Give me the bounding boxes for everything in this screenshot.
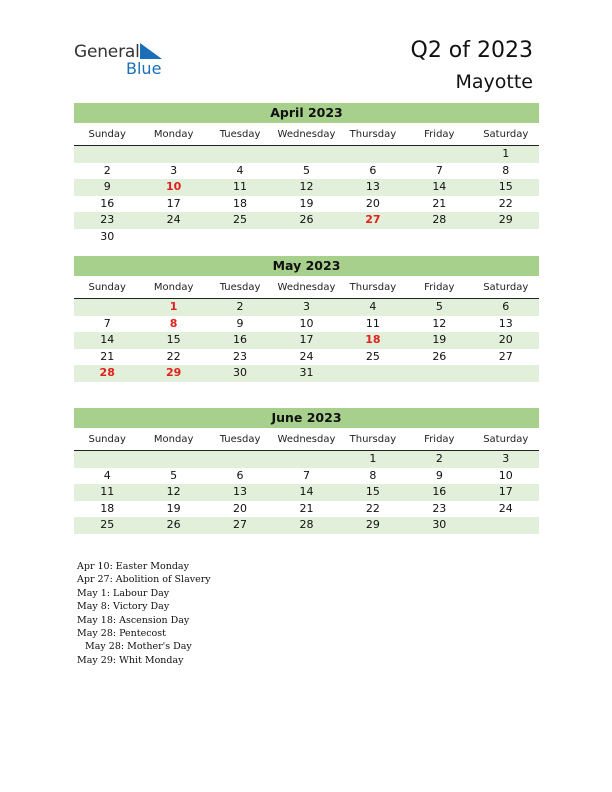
day-cell: 13 <box>233 485 248 498</box>
day-cell: 4 <box>236 163 244 177</box>
weekday-label: Monday <box>153 282 194 293</box>
day-cell: 22 <box>498 196 513 210</box>
holiday-day-cell: 8 <box>169 316 178 330</box>
day-cell: 12 <box>166 485 181 498</box>
day-cell: 7 <box>103 316 111 330</box>
week-row <box>74 146 539 163</box>
day-cell: 6 <box>236 468 244 482</box>
day-cell: 5 <box>435 300 443 313</box>
weekday-label: Wednesday <box>277 129 336 140</box>
day-cell: 17 <box>299 333 314 346</box>
day-cell <box>74 451 140 468</box>
weekday-label: Friday <box>424 434 455 445</box>
day-cell: 8 <box>369 468 377 482</box>
day-cell: 24 <box>498 501 513 515</box>
day-cell: 30 <box>432 518 447 531</box>
day-cell: 13 <box>498 316 513 330</box>
day-cell <box>406 146 472 163</box>
week-row <box>74 212 539 229</box>
holiday-entry: May 18: Ascension Day <box>77 614 190 626</box>
day-cell: 17 <box>166 196 181 210</box>
holiday-entry: May 28: Pentecost <box>77 628 166 640</box>
day-cell: 27 <box>233 518 248 531</box>
month-title: June 2023 <box>74 408 539 428</box>
day-cell: 16 <box>100 196 115 210</box>
day-cell: 9 <box>103 180 111 193</box>
day-cell: 19 <box>432 333 447 346</box>
weekday-label: Thursday <box>349 129 397 140</box>
weekday-label: Friday <box>424 282 455 293</box>
logo <box>74 42 174 78</box>
logo-blue-text: Blue <box>126 59 162 78</box>
day-cell: 2 <box>435 452 443 465</box>
day-cell: 15 <box>365 485 380 498</box>
day-cell: 4 <box>103 468 111 482</box>
day-cell: 26 <box>166 518 181 531</box>
holiday-entry: May 29: Whit Monday <box>77 654 184 666</box>
day-cell <box>473 517 539 534</box>
day-cell: 10 <box>299 316 314 330</box>
day-cell: 8 <box>502 163 510 177</box>
weekday-label: Thursday <box>349 282 397 293</box>
day-cell: 27 <box>498 349 513 363</box>
week-row <box>74 501 539 518</box>
day-cell: 25 <box>100 518 115 531</box>
day-cell: 9 <box>435 468 443 482</box>
weekday-label: Sunday <box>88 129 126 140</box>
day-cell: 2 <box>103 163 111 177</box>
week-row <box>74 229 539 246</box>
day-cell <box>340 365 406 382</box>
day-cell: 25 <box>365 349 380 363</box>
day-cell <box>273 229 339 246</box>
day-cell: 3 <box>302 300 310 313</box>
weekday-label: Saturday <box>483 434 529 445</box>
day-cell: 21 <box>100 349 115 363</box>
day-cell: 18 <box>233 196 248 210</box>
day-cell: 14 <box>100 333 115 346</box>
day-cell: 7 <box>435 163 443 177</box>
week-row <box>74 299 539 316</box>
day-cell <box>473 365 539 382</box>
day-cell: 22 <box>365 501 380 515</box>
day-cell: 7 <box>302 468 310 482</box>
day-cell: 29 <box>498 213 513 226</box>
day-cell <box>273 146 339 163</box>
day-cell: 20 <box>233 501 248 515</box>
day-cell: 24 <box>299 349 314 363</box>
day-cell: 30 <box>233 366 248 379</box>
day-cell: 12 <box>432 316 447 330</box>
weekday-label: Monday <box>153 434 194 445</box>
day-cell: 22 <box>166 349 181 363</box>
weekday-label: Monday <box>153 129 194 140</box>
month-may <box>74 256 539 382</box>
day-cell: 18 <box>100 501 115 515</box>
day-cell: 4 <box>369 300 377 313</box>
day-cell: 30 <box>100 229 115 243</box>
day-cell: 20 <box>498 333 513 346</box>
week-row <box>74 163 539 180</box>
day-cell: 15 <box>498 180 513 193</box>
holiday-entry: May 8: Victory Day <box>77 601 170 613</box>
day-cell: 21 <box>299 501 314 515</box>
day-cell: 11 <box>100 485 115 498</box>
day-cell: 31 <box>299 366 314 379</box>
day-cell: 23 <box>100 213 115 226</box>
week-row <box>74 517 539 534</box>
holiday-list <box>77 560 211 667</box>
holiday-day-cell: 27 <box>365 213 381 226</box>
weekday-label: Wednesday <box>277 282 336 293</box>
day-cell: 26 <box>432 349 447 363</box>
week-row <box>74 451 539 468</box>
weekday-label: Tuesday <box>219 282 261 293</box>
day-cell: 19 <box>299 196 314 210</box>
day-cell: 1 <box>502 147 510 160</box>
day-cell: 26 <box>299 213 314 226</box>
day-cell <box>140 229 206 246</box>
month-june <box>74 408 539 534</box>
day-cell <box>140 146 206 163</box>
day-cell: 10 <box>498 468 513 482</box>
month-title: May 2023 <box>74 256 539 276</box>
day-cell: 24 <box>166 213 181 226</box>
weekday-label: Friday <box>424 129 455 140</box>
week-row <box>74 484 539 501</box>
holiday-entry: May 1: Labour Day <box>77 587 170 599</box>
day-cell: 12 <box>299 180 314 193</box>
day-cell: 15 <box>166 333 181 346</box>
week-row <box>74 468 539 485</box>
holiday-day-cell: 1 <box>169 300 178 313</box>
logo-triangle-icon <box>140 43 162 59</box>
day-cell: 20 <box>365 196 380 210</box>
day-cell <box>473 229 539 246</box>
day-cell <box>207 451 273 468</box>
week-row <box>74 332 539 349</box>
weekday-label: Tuesday <box>219 434 261 445</box>
day-cell: 19 <box>166 501 181 515</box>
day-cell: 13 <box>365 180 380 193</box>
day-cell: 11 <box>233 180 248 193</box>
day-cell <box>406 229 472 246</box>
month-title: April 2023 <box>74 103 539 123</box>
weekday-label: Saturday <box>483 282 529 293</box>
day-cell: 21 <box>432 196 447 210</box>
holiday-entry: May 28: Mother's Day <box>85 641 192 653</box>
day-cell: 29 <box>365 518 380 531</box>
day-cell: 1 <box>369 452 377 465</box>
page-title: Q2 of 2023 <box>410 38 533 63</box>
weekday-label: Sunday <box>88 434 126 445</box>
day-cell: 14 <box>432 180 447 193</box>
weekday-header-row <box>74 432 539 451</box>
day-cell: 9 <box>236 316 244 330</box>
day-cell: 6 <box>502 300 510 313</box>
holiday-day-cell: 10 <box>165 180 182 193</box>
weekday-header-row <box>74 280 539 299</box>
day-cell: 11 <box>365 316 380 330</box>
month-april <box>74 103 539 245</box>
day-cell <box>273 451 339 468</box>
weekday-header-row <box>74 127 539 146</box>
week-row <box>74 349 539 366</box>
day-cell <box>207 146 273 163</box>
day-cell: 23 <box>233 349 248 363</box>
week-row <box>74 365 539 382</box>
holiday-day-cell: 29 <box>165 366 182 379</box>
day-cell: 17 <box>498 485 513 498</box>
day-cell <box>340 146 406 163</box>
weekday-label: Sunday <box>88 282 126 293</box>
day-cell <box>340 229 406 246</box>
day-cell: 25 <box>233 213 248 226</box>
week-row <box>74 179 539 196</box>
day-cell: 14 <box>299 485 314 498</box>
day-cell: 28 <box>299 518 314 531</box>
day-cell: 16 <box>233 333 248 346</box>
day-cell: 6 <box>369 163 377 177</box>
holiday-entry: Apr 10: Easter Monday <box>77 561 189 572</box>
day-cell: 5 <box>170 468 178 482</box>
holiday-day-cell: 28 <box>99 366 115 379</box>
day-cell: 23 <box>432 501 447 515</box>
day-cell: 28 <box>432 213 447 226</box>
weekday-label: Thursday <box>349 434 397 445</box>
weekday-label: Saturday <box>483 129 529 140</box>
day-cell <box>406 365 472 382</box>
day-cell: 5 <box>302 163 310 177</box>
day-cell <box>140 451 206 468</box>
logo-general-text: General <box>74 42 140 62</box>
day-cell: 3 <box>502 452 510 465</box>
day-cell: 16 <box>432 485 447 498</box>
holiday-day-cell: 18 <box>365 333 381 346</box>
day-cell: 3 <box>170 163 178 177</box>
day-cell <box>207 229 273 246</box>
weekday-label: Tuesday <box>219 129 261 140</box>
day-cell: 2 <box>236 300 244 313</box>
day-cell <box>74 299 140 316</box>
weekday-label: Wednesday <box>277 434 336 445</box>
country-name: Mayotte <box>455 71 533 93</box>
week-row <box>74 196 539 213</box>
week-row <box>74 316 539 333</box>
day-cell <box>74 146 140 163</box>
holiday-entry: Apr 27: Abolition of Slavery <box>77 574 211 586</box>
